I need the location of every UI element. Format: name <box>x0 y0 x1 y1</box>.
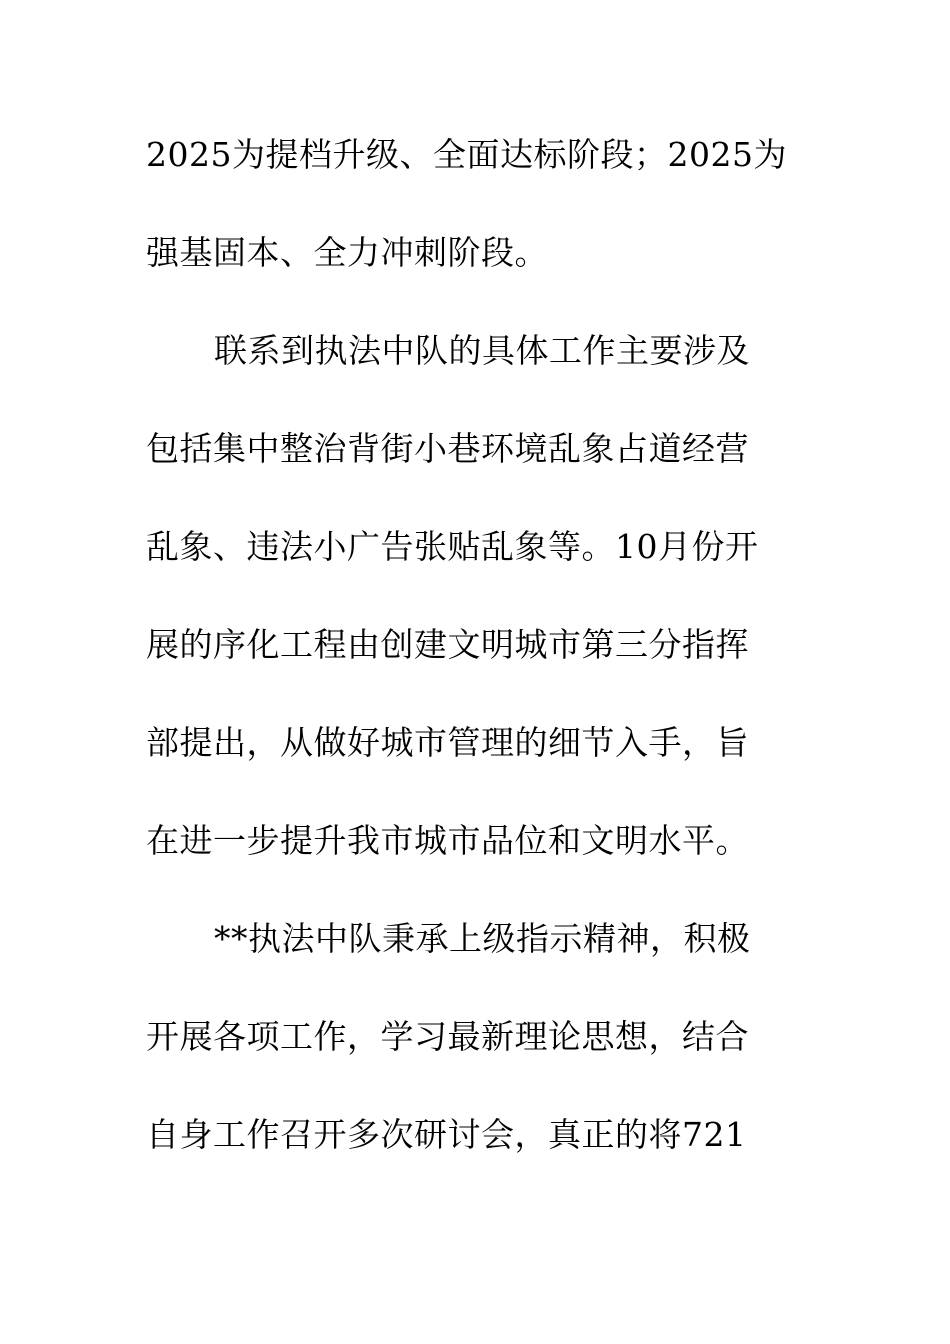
body-text <box>146 124 806 1202</box>
paragraph-start-line: **执法中队秉承上级指示精神，积极 <box>214 919 751 958</box>
text-line: 乱象、违法小广告张贴乱象等。10月份开 <box>146 527 759 566</box>
text-line: 强基固本、全力冲刺阶段。 <box>146 233 548 272</box>
text-line: 包括集中整治背街小巷环境乱象占道经营 <box>146 429 749 468</box>
text-line: 自身工作召开多次研讨会，真正的将721 <box>146 1115 747 1154</box>
text-line: 展的序化工程由创建文明城市第三分指挥 <box>146 625 749 664</box>
text-line: 2025为提档升级、全面达标阶段；2025为 <box>146 135 787 174</box>
text-line: 部提出，从做好城市管理的细节入手，旨 <box>146 723 749 762</box>
text-line: 在进一步提升我市城市品位和文明水平。 <box>146 821 749 860</box>
text-line: 开展各项工作，学习最新理论思想，结合 <box>146 1017 749 1056</box>
paragraph-start-line: 联系到执法中队的具体工作主要涉及 <box>214 331 750 370</box>
